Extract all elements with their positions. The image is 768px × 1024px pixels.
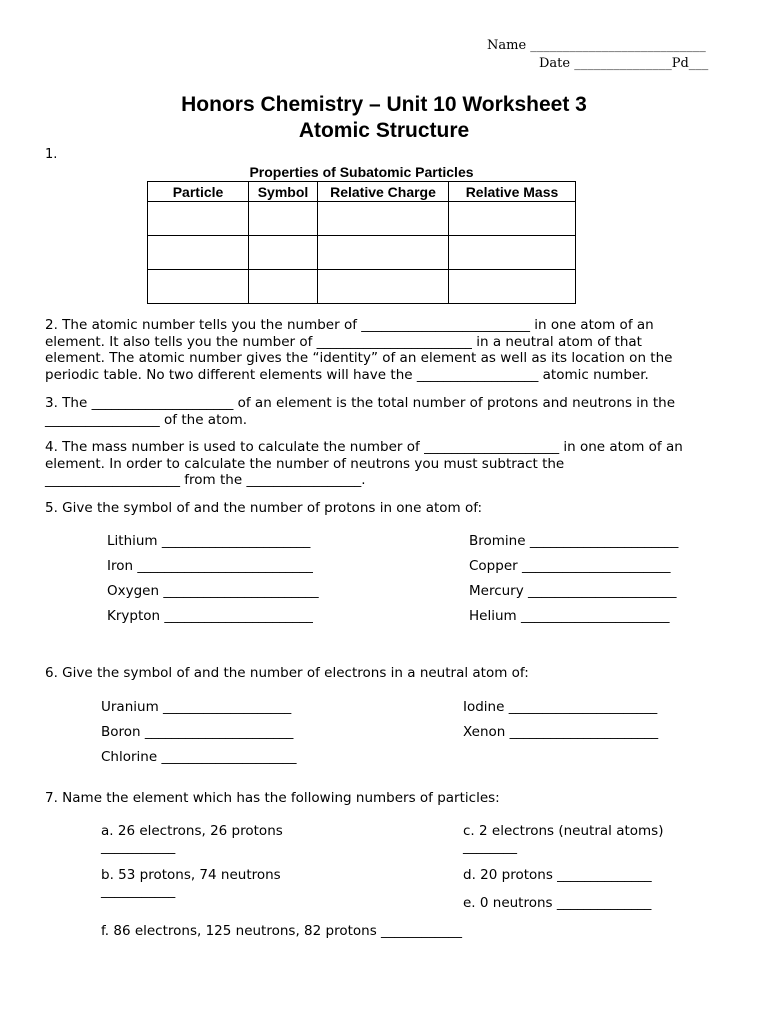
question-3-line: _________________ of the atom.	[45, 411, 248, 428]
table-caption: Properties of Subatomic Particles	[249, 164, 474, 180]
q7-item-b: b. 53 protons, 74 neutrons	[101, 867, 281, 883]
table-cell[interactable]	[318, 202, 449, 236]
question-6-prompt: 6. Give the symbol of and the number of electrons in a neutral atom of:	[45, 665, 529, 681]
q5-item-mercury: Mercury ______________________	[469, 583, 677, 599]
q5-item-krypton: Krypton ______________________	[107, 608, 313, 624]
table-cell[interactable]	[148, 236, 249, 270]
q6-item-chlorine: Chlorine ____________________	[101, 749, 297, 765]
question-4	[45, 439, 725, 489]
question-1-number: 1.	[45, 147, 58, 162]
q7-item-a-blank: ___________	[101, 839, 176, 855]
q5-item-helium: Helium ______________________	[469, 608, 670, 624]
table-cell[interactable]	[249, 236, 318, 270]
table-cell[interactable]	[449, 202, 576, 236]
q7-item-f: f. 86 electrons, 125 neutrons, 82 protons ____________	[101, 923, 463, 939]
date-period-field-line: Date _______________Pd___	[539, 56, 709, 71]
q5-item-copper: Copper ______________________	[469, 558, 671, 574]
question-2-line: element. It also tells you the number of _______________________ in a neutral atom of that	[45, 333, 642, 350]
column-header-particle: Particle	[148, 182, 249, 202]
table-cell[interactable]	[249, 202, 318, 236]
q6-item-xenon: Xenon ______________________	[463, 724, 659, 740]
question-5-prompt: 5. Give the symbol of and the number of protons in one atom of:	[45, 500, 483, 516]
table-cell[interactable]	[318, 236, 449, 270]
q7-item-a: a. 26 electrons, 26 protons	[101, 823, 283, 839]
subatomic-particles-table	[147, 181, 576, 304]
q7-item-c-blank: ________	[463, 839, 517, 855]
q5-item-oxygen: Oxygen _______________________	[107, 583, 319, 599]
table-cell[interactable]	[318, 270, 449, 304]
column-header-symbol: Symbol	[249, 182, 318, 202]
table-header-row	[148, 182, 576, 202]
table-row	[148, 202, 576, 236]
question-3-line: 3. The _____________________ of an element is the total number of protons and neutrons in the	[45, 395, 676, 411]
q5-item-bromine: Bromine ______________________	[469, 533, 679, 549]
table-cell[interactable]	[249, 270, 318, 304]
table-row	[148, 270, 576, 304]
table-cell[interactable]	[449, 236, 576, 270]
column-header-relative-charge: Relative Charge	[318, 182, 449, 202]
q7-item-b-blank: ___________	[101, 883, 176, 899]
question-4-line: ____________________ from the _________________.	[45, 472, 366, 488]
worksheet-subtitle: Atomic Structure	[298, 119, 470, 142]
question-2-line: periodic table. No two different elements will have the __________________ atomic number.	[45, 366, 649, 383]
table-row	[148, 236, 576, 270]
q5-item-lithium: Lithium ______________________	[107, 533, 311, 549]
name-field-line: Name ___________________________	[487, 38, 706, 53]
q5-item-iron: Iron __________________________	[107, 558, 313, 574]
table-cell[interactable]	[148, 270, 249, 304]
question-4-line: element. In order to calculate the number of neutrons you must subtract the	[45, 455, 565, 472]
question-3	[45, 395, 725, 428]
q6-item-uranium: Uranium ___________________	[101, 699, 292, 715]
question-2-line: element. The atomic number gives the “identity” of an element as well as its location on the	[45, 350, 673, 366]
q7-item-e: e. 0 neutrons ______________	[463, 895, 652, 911]
q7-item-c: c. 2 electrons (neutral atoms)	[463, 823, 664, 839]
column-header-relative-mass: Relative Mass	[449, 182, 576, 202]
table-cell[interactable]	[148, 202, 249, 236]
question-7-prompt: 7. Name the element which has the following numbers of particles:	[45, 790, 500, 806]
q7-item-d: d. 20 protons ______________	[463, 867, 652, 883]
table-cell[interactable]	[449, 270, 576, 304]
worksheet-title: Honors Chemistry – Unit 10 Worksheet 3	[181, 93, 587, 116]
question-4-line: 4. The mass number is used to calculate the number of ____________________ in one atom of an	[45, 439, 683, 455]
question-2	[45, 317, 725, 383]
q6-item-boron: Boron ______________________	[101, 724, 294, 740]
q6-item-iodine: Iodine ______________________	[463, 699, 658, 715]
question-2-line: 2. The atomic number tells you the number of _________________________ in one atom of an	[45, 317, 654, 333]
